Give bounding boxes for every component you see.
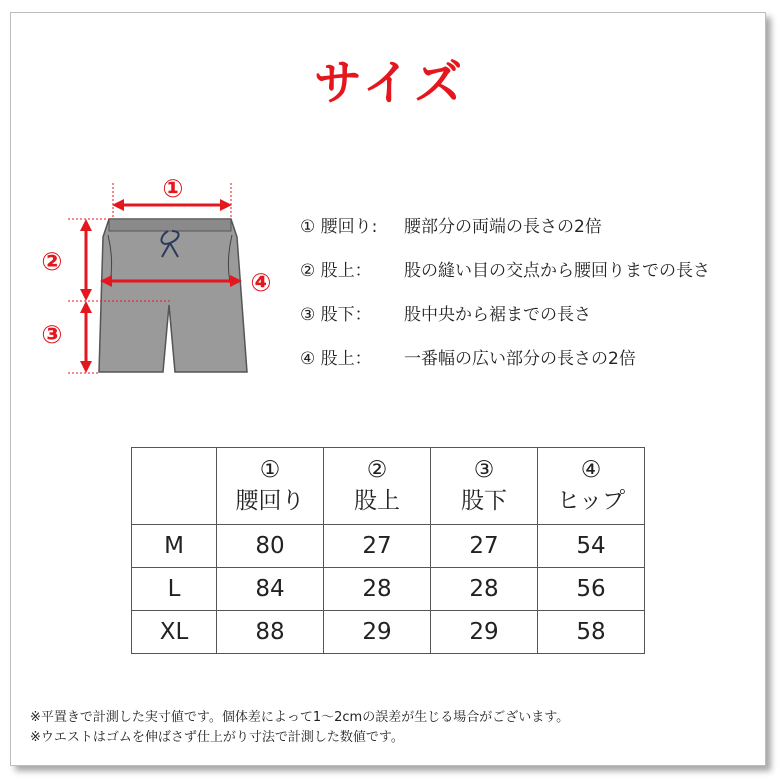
table-corner-cell — [132, 448, 217, 525]
legend-key: ④ 股上： — [300, 349, 372, 369]
header-label: 腰回り — [235, 488, 305, 514]
marker-3: ③ — [41, 320, 63, 349]
page-title: サイズ — [313, 55, 467, 111]
shorts-diagram — [30, 165, 290, 385]
value-cell: 58 — [538, 611, 645, 654]
legend-text: 股中央から裾までの長さ — [404, 305, 591, 325]
table-header-inseam — [431, 448, 538, 525]
legend-text: 腰部分の両端の長さの2倍 — [404, 217, 602, 237]
legend-key: ③ 股下： — [300, 305, 372, 325]
size-table — [131, 447, 645, 654]
table-row — [132, 525, 645, 568]
size-cell: M — [132, 525, 217, 568]
value-cell: 29 — [324, 611, 431, 654]
value-cell: 54 — [538, 525, 645, 568]
size-cell: XL — [132, 611, 217, 654]
header-num: ① — [259, 456, 281, 483]
marker-2: ② — [41, 247, 63, 276]
value-cell: 56 — [538, 568, 645, 611]
header-num: ② — [366, 456, 388, 483]
footnotes — [30, 708, 569, 748]
header-label: ヒップ — [556, 488, 626, 514]
value-cell: 27 — [431, 525, 538, 568]
footnote: ※平置きで計測した実寸値です。個体差によって1〜2cmの誤差が生じる場合がございます。 — [30, 710, 570, 725]
header-label: 股下 — [461, 488, 507, 514]
table-header-hip — [538, 448, 645, 525]
table-row — [132, 611, 645, 654]
header-num: ④ — [580, 456, 602, 483]
waistband — [109, 219, 231, 231]
table-header-rise — [324, 448, 431, 525]
legend-key: ① 腰回り: — [300, 217, 378, 237]
value-cell: 28 — [324, 568, 431, 611]
header-label: 股上 — [354, 488, 400, 514]
marker-1: ① — [162, 174, 184, 203]
footnote: ※ウエストはゴムを伸ばさず仕上がり寸法で計測した数値です。 — [30, 730, 404, 745]
table-row — [132, 568, 645, 611]
size-cell: L — [132, 568, 217, 611]
legend-key: ② 股上： — [300, 261, 372, 281]
value-cell: 80 — [217, 525, 324, 568]
legend-text: 股の縫い目の交点から腰回りまでの長さ — [404, 261, 710, 281]
marker-4: ④ — [250, 268, 272, 297]
value-cell: 88 — [217, 611, 324, 654]
value-cell: 27 — [324, 525, 431, 568]
header-num: ③ — [473, 456, 495, 483]
value-cell: 28 — [431, 568, 538, 611]
shorts-illustration — [30, 165, 290, 385]
value-cell: 29 — [431, 611, 538, 654]
value-cell: 84 — [217, 568, 324, 611]
table-header-row — [132, 448, 645, 525]
legend-text: 一番幅の広い部分の長さの2倍 — [404, 349, 636, 369]
table-header-waist — [217, 448, 324, 525]
